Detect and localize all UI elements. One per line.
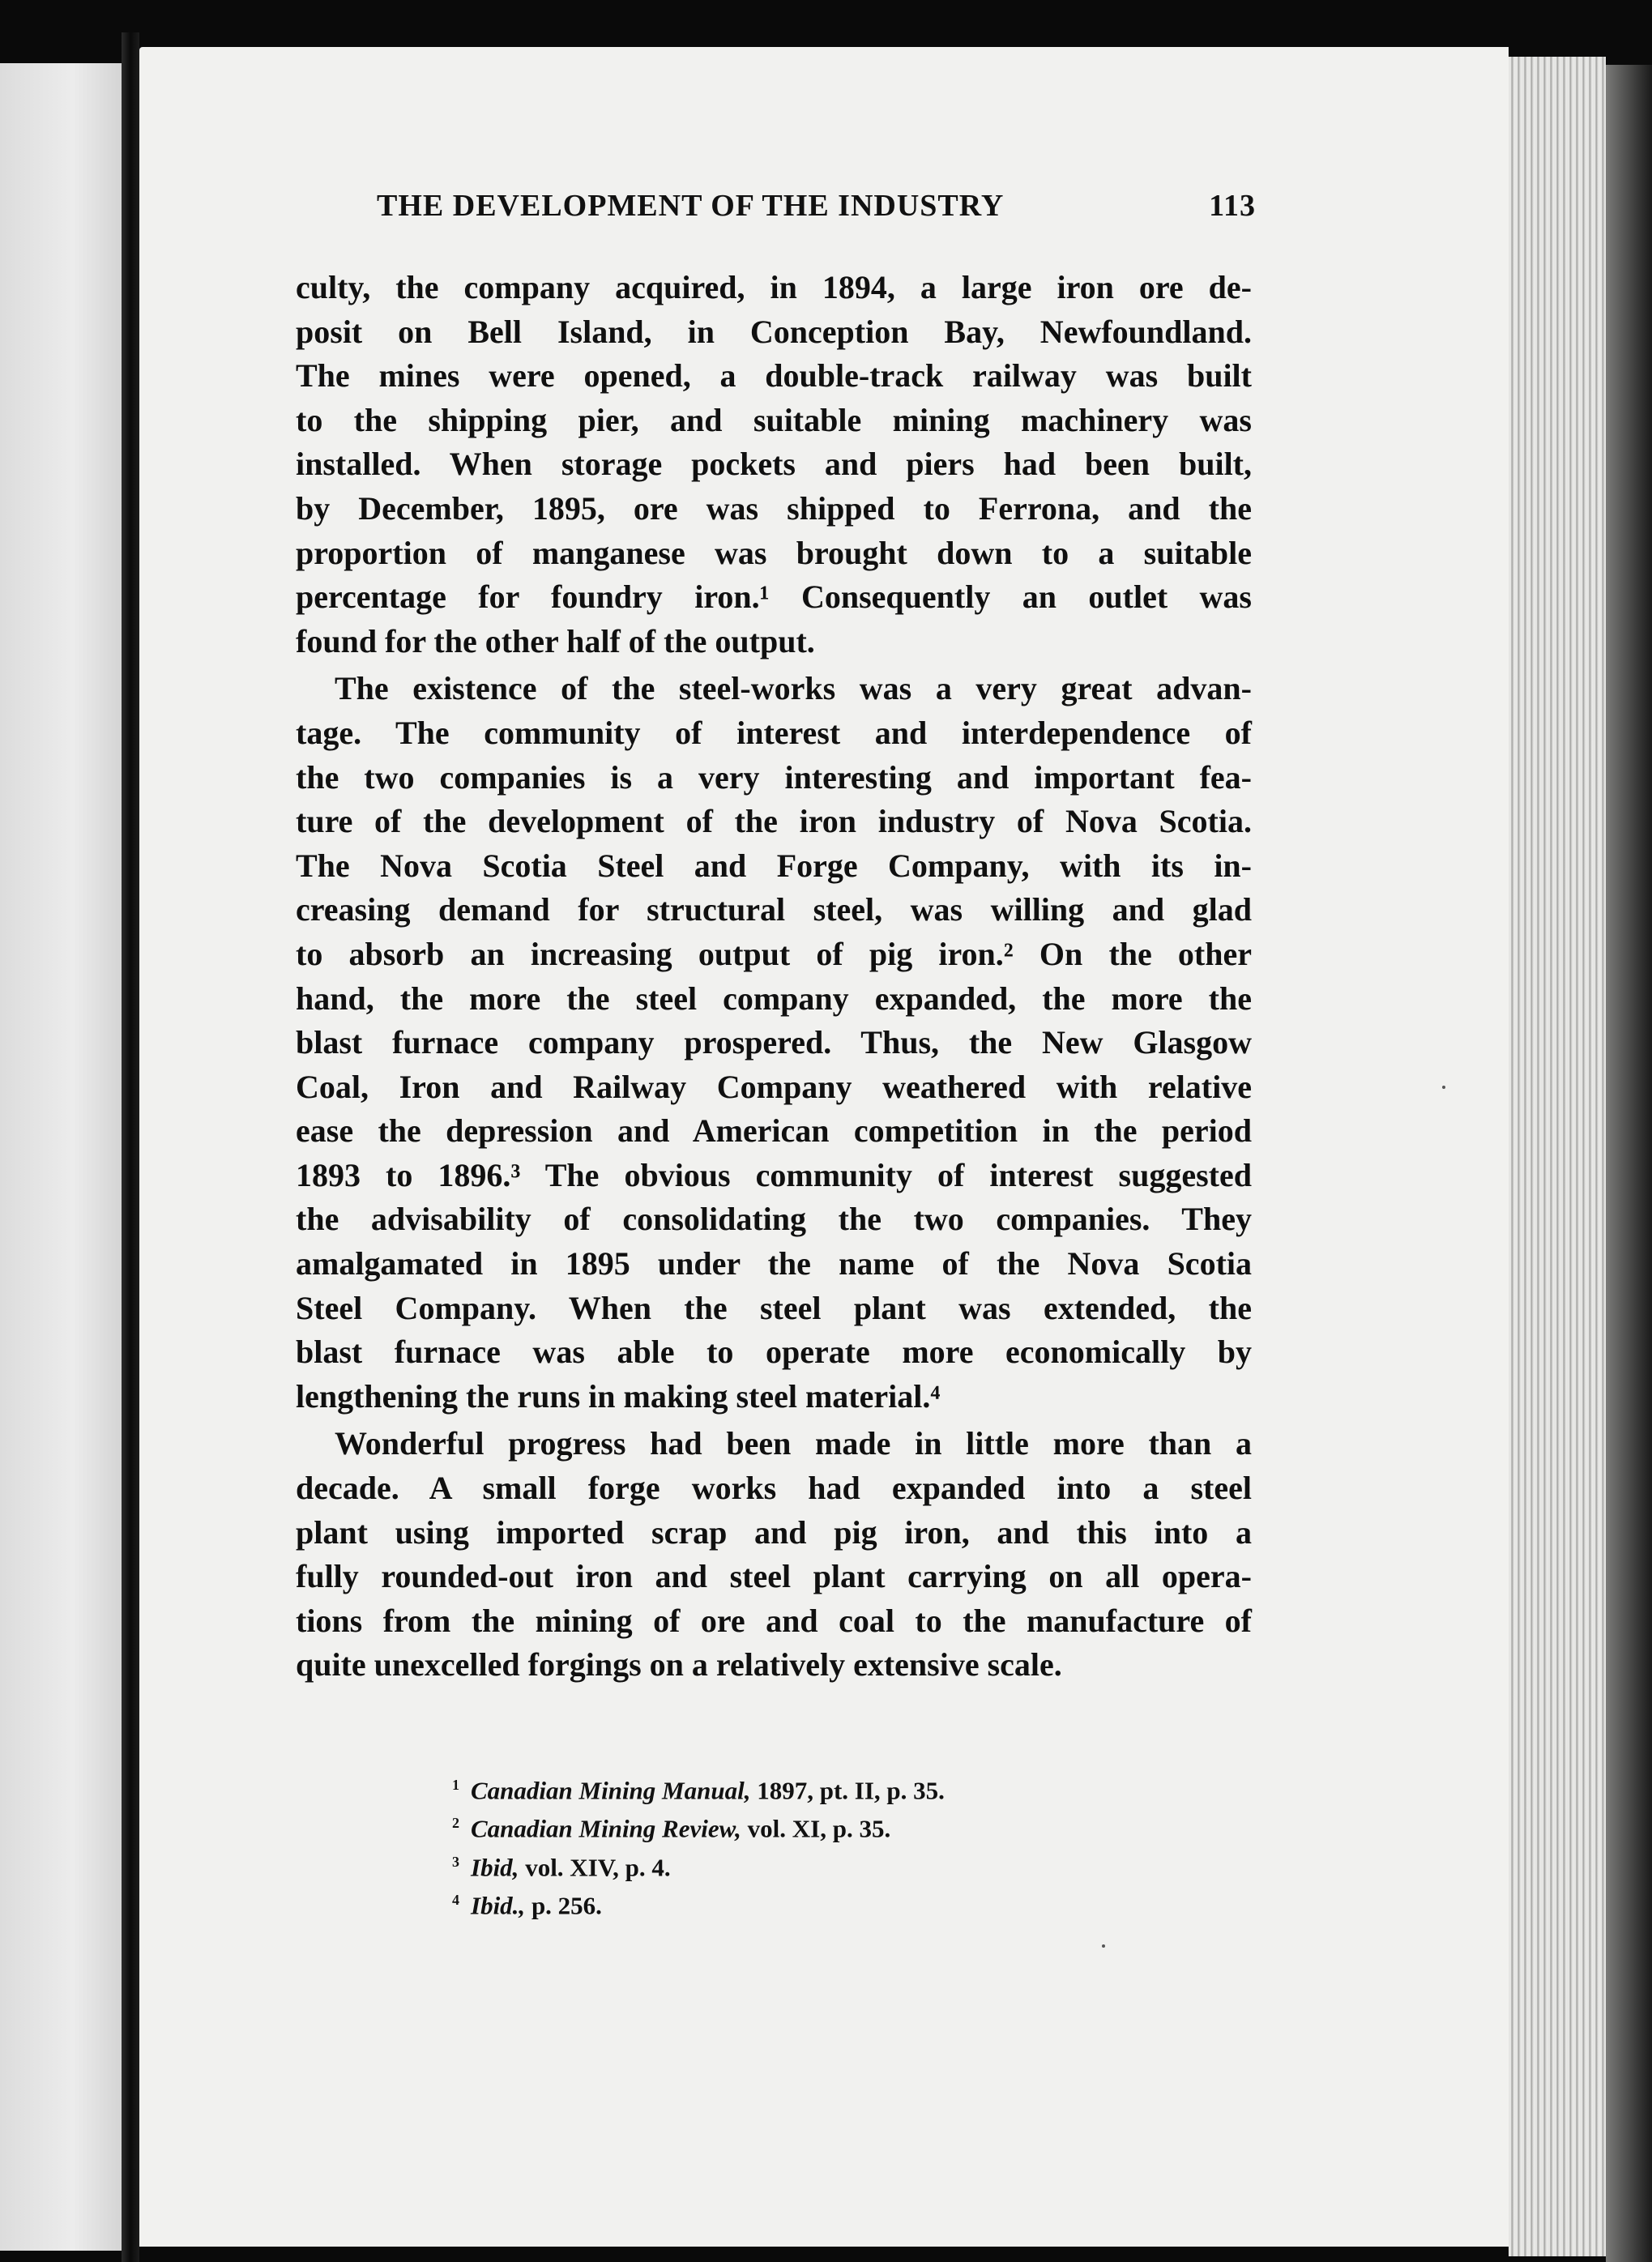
text-line: The mines were opened, a double-track railway was built bbox=[296, 357, 1252, 395]
text-line: 1893 to 1896.³ The obvious community of interest suggested bbox=[296, 1156, 1252, 1193]
text-line: decade. A small forge works had expanded into a steel bbox=[296, 1470, 1252, 1507]
text-line: blast furnace was able to operate more economically by bbox=[296, 1334, 1252, 1371]
text-line: tage. The community of interest and interdependence of bbox=[296, 714, 1252, 751]
text-line: hand, the more the steel company expanded, the more the bbox=[296, 979, 1252, 1017]
page-stack-edge bbox=[1509, 57, 1606, 2256]
text-line: by December, 1895, ore was shipped to Ferrona, and the bbox=[296, 489, 1252, 527]
footnote-source: Ibid, bbox=[471, 1852, 519, 1881]
body-text bbox=[296, 266, 1252, 1688]
footnote-source: Ibid., bbox=[471, 1891, 526, 1920]
book-gutter bbox=[122, 32, 139, 2262]
footnote-source: Canadian Mining Manual, bbox=[471, 1776, 751, 1805]
footnote-source: Canadian Mining Review, bbox=[471, 1814, 741, 1843]
footnote-number: 3 bbox=[452, 1853, 459, 1870]
text-line: to absorb an increasing output of pig iron.² On the other bbox=[296, 935, 1252, 972]
text-line: Coal, Iron and Railway Company weathered with relative bbox=[296, 1068, 1252, 1105]
scan-speck bbox=[1102, 1944, 1105, 1948]
footnote-citation: vol. XI, p. 35. bbox=[747, 1814, 891, 1843]
running-head-title: THE DEVELOPMENT OF THE INDUSTRY bbox=[377, 189, 1005, 223]
text-line: quite unexcelled forgings on a relatively extensive scale. bbox=[296, 1646, 1062, 1684]
text-line: plant using imported scrap and pig iron, and this into a bbox=[296, 1513, 1252, 1551]
text-line: proportion of manganese was brought down to a suitable bbox=[296, 534, 1252, 571]
footnote bbox=[452, 1884, 945, 1922]
text-line: ture of the development of the iron industry of Nova Scotia. bbox=[296, 803, 1252, 840]
text-line: to the shipping pier, and suitable mining machinery was bbox=[296, 401, 1252, 438]
text-line: percentage for foundry iron.¹ Consequently an outlet was bbox=[296, 578, 1252, 616]
text-line: ease the depression and American competition in the period bbox=[296, 1112, 1252, 1150]
footnote-number: 1 bbox=[452, 1777, 459, 1793]
text-line: Wonderful progress had been made in little more than a bbox=[335, 1425, 1252, 1462]
running-head bbox=[377, 188, 1256, 224]
text-line: fully rounded-out iron and steel plant carrying on all opera- bbox=[296, 1558, 1252, 1595]
text-line: found for the other half of the output. bbox=[296, 622, 815, 659]
scan-speck bbox=[1442, 1086, 1445, 1089]
footnote-number: 2 bbox=[452, 1815, 459, 1832]
footnotes bbox=[452, 1769, 945, 1922]
text-line: lengthening the runs in making steel material.⁴ bbox=[296, 1377, 941, 1415]
text-line: Steel Company. When the steel plant was extended, the bbox=[296, 1289, 1252, 1326]
text-line: The Nova Scotia Steel and Forge Company, with its in- bbox=[296, 847, 1252, 884]
page-number: 113 bbox=[1209, 189, 1256, 223]
text-line: installed. When storage pockets and piers had been built, bbox=[296, 446, 1252, 483]
text-line: amalgamated in 1895 under the name of the Nova Scotia bbox=[296, 1245, 1252, 1283]
footnote bbox=[452, 1769, 945, 1807]
text-line: tions from the mining of ore and coal to the manufacture of bbox=[296, 1602, 1252, 1639]
footnote-citation: 1897, pt. II, p. 35. bbox=[757, 1776, 945, 1805]
footnote-citation: p. 256. bbox=[531, 1891, 602, 1920]
text-line: the advisability of consolidating the two companies. They bbox=[296, 1201, 1252, 1238]
footnote-number: 4 bbox=[452, 1891, 459, 1908]
left-page-edge bbox=[0, 63, 122, 2251]
text-line: creasing demand for structural steel, was willing and glad bbox=[296, 891, 1252, 928]
text-line: culty, the company acquired, in 1894, a large iron ore de- bbox=[296, 269, 1252, 305]
footnote bbox=[452, 1807, 945, 1845]
text-line: the two companies is a very interesting and important fea- bbox=[296, 758, 1252, 796]
text-line: The existence of the steel-works was a very great advan- bbox=[335, 670, 1252, 707]
footnote bbox=[452, 1846, 945, 1884]
page-edge-shadow bbox=[1606, 65, 1652, 2262]
text-line: posit on Bell Island, in Conception Bay, Newfoundland. bbox=[296, 313, 1252, 350]
footnote-citation: vol. XIV, p. 4. bbox=[525, 1852, 671, 1881]
text-line: blast furnace company prospered. Thus, the New Glasgow bbox=[296, 1024, 1252, 1061]
